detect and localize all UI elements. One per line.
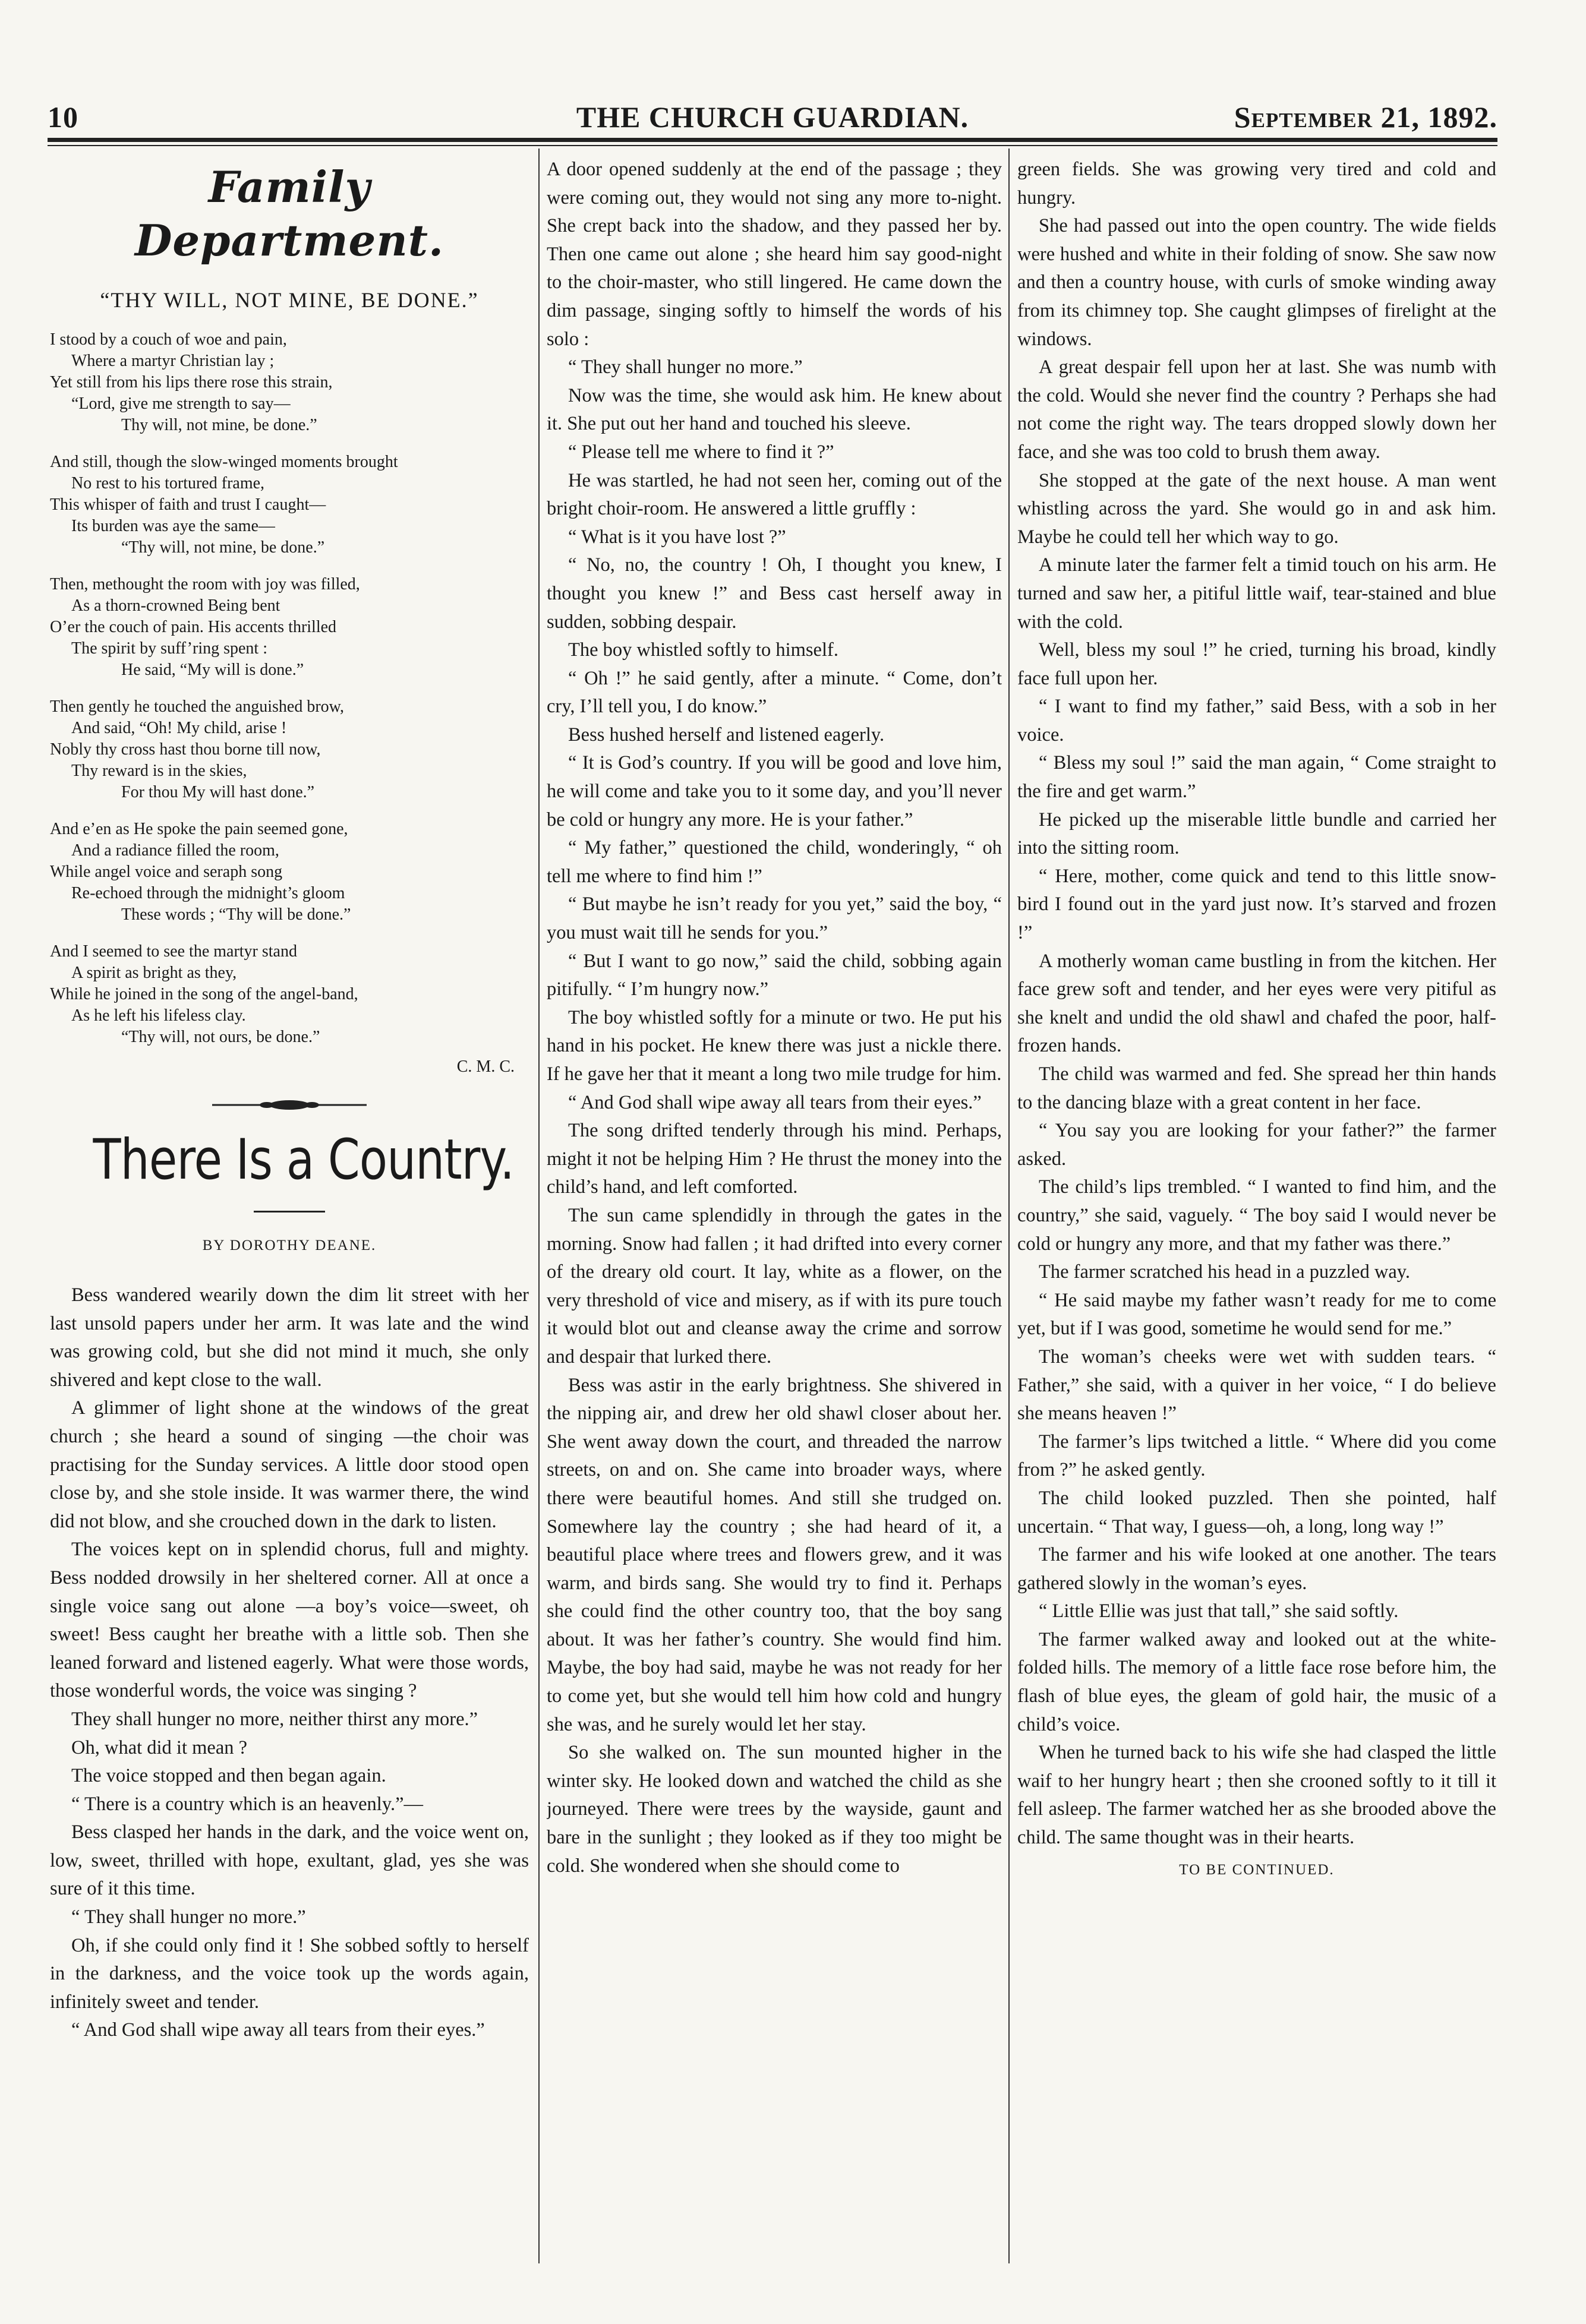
- story-paragraph: A glimmer of light shone at the windows of the great church ; she heard a sound of singing —the choir was practising for the Sunday services. A little door stood open close by, and she stole inside. It was warmer there, the wind did not blow, and she crouched down in the dark to listen.: [50, 1397, 529, 1532]
- story-paragraph: “ But maybe he isn’t ready for you yet,” said the boy, “ you must wait till he sends for you.”: [547, 893, 1002, 944]
- story-paragraph: “ My father,” questioned the child, wonderingly, “ oh tell me where to find him !”: [547, 837, 1002, 887]
- poem-line: A spirit as bright as they,: [71, 964, 237, 982]
- story-paragraph: “ And God shall wipe away all tears from their eyes.”: [568, 1091, 982, 1113]
- story-body-part-1: [50, 1281, 529, 2045]
- story-paragraph: The boy whistled softly to himself.: [568, 639, 838, 661]
- poem-line: “Lord, give me strength to say—: [71, 394, 291, 413]
- poem-line: As a thorn-crowned Being bent: [71, 596, 280, 615]
- story-paragraph: “ Little Ellie was just that tall,” she said softly.: [1039, 1600, 1399, 1622]
- story-paragraph: The boy whistled softly for a minute or two. He put his hand in his pocket. He knew there was just a nickle there. If he gave her that it meant a long two mile trudge for him.: [547, 1006, 1002, 1085]
- story-paragraph: When he turned back to his wife she had clasped the little waif to her hungry heart ; then she crooned softly to it till it fell asleep. The farmer watched her as she brooded above the child. The same thought was in their hearts.: [1017, 1742, 1496, 1849]
- poem-stanza: [50, 696, 529, 803]
- story-paragraph: The farmer scratched his head in a puzzled way.: [1039, 1261, 1411, 1283]
- story-paragraph: A door opened suddenly at the end of the passage ; they were coming out, they would not sing any more to-night. She crept back into the shadow, and they passed her by. Then one came out alone ; she heard him say good-night to the choir-master, who still lingered. He came down the dim passage, singing softly to himself the words of his solo :: [547, 159, 1002, 350]
- poem-line: “Thy will, not mine, be done.”: [121, 538, 325, 557]
- story-paragraph: The child was warmed and fed. She spread her thin hands to the dancing blaze with a great content in her face.: [1017, 1063, 1496, 1113]
- story-paragraph: “ They shall hunger no more.”: [568, 356, 803, 378]
- poem-title: “THY WILL, NOT MINE, BE DONE.”: [100, 288, 479, 312]
- story-paragraph: She had passed out into the open country. The wide fields were hushed and white in their folding of snow. She saw now and then a country house, with curls of smoke winding away from its chimney top. She caught glimpses of firelight at the windows.: [1017, 215, 1496, 350]
- poem-stanza: [50, 451, 529, 558]
- title-rule: [254, 1211, 325, 1212]
- story-paragraph: “ Please tell me where to find it ?”: [568, 441, 834, 463]
- story-paragraph: “ No, no, the country ! Oh, I thought you knew, I thought you knew !” and Bess cast herself away in sudden, sobbing despair.: [547, 554, 1002, 633]
- poem-stanza: [50, 329, 529, 436]
- story-paragraph: A minute later the farmer felt a timid touch on his arm. He turned and saw her, a pitiful little waif, tear-stained and blue with the cold.: [1017, 554, 1496, 633]
- poem-line: The spirit by suff’ring spent :: [71, 639, 267, 658]
- column-divider: [538, 149, 540, 2263]
- divider-ornament-icon: [200, 1099, 379, 1111]
- story-paragraph: The farmer’s lips twitched a little. “ Where did you come from ?” he asked gently.: [1017, 1431, 1496, 1481]
- story-paragraph: He picked up the miserable little bundle and carried her into the sitting room.: [1017, 809, 1496, 859]
- story-paragraph: “ But I want to go now,” said the child, sobbing again pitifully. “ I’m hungry now.”: [547, 950, 1002, 1000]
- story-paragraph: Bess wandered wearily down the dim lit street with her last unsold papers under her arm. It was late and the wind was growing cold, but she did not mind it much, she only shivered and kept close to the wall.: [50, 1284, 529, 1391]
- story-paragraph: “ There is a country which is an heavenly.”—: [71, 1793, 424, 1815]
- poem-line: Thy reward is in the skies,: [71, 762, 247, 780]
- story-paragraph: The child’s lips trembled. “ I wanted to find him, and the country,” she said, vaguely. “ The boy said I would never be cold or hungry any more, and that my father was there.”: [1017, 1176, 1496, 1255]
- story-paragraph: They shall hunger no more, neither thirst any more.”: [71, 1708, 478, 1730]
- poem-line: Its burden was aye the same—: [71, 517, 275, 535]
- column-2: [547, 156, 1002, 2271]
- poem-line: Then, methought the room with joy was filled,: [50, 575, 360, 593]
- column-divider: [1008, 149, 1010, 2263]
- story-paragraph: Bess was astir in the early brightness. She shivered in the nipping air, and drew her old shawl closer about her. She went away down the court, and threaded the narrow streets, on and on. She came into broader ways, where there were beautiful homes. And still she trudged on. Somewhere lay the country ; she had heard of it, a beautiful place where trees and flowers grew, and it was warm, and birds sang. She would try to find it. Perhaps she could find the other country too, that the boy sang about. It was her father’s country. She would find him. Maybe, the boy had said, maybe he was not ready for her to come yet, but she would tell him how cold and hungry she was, and he surely would let her stay.: [547, 1374, 1002, 1735]
- poem-stanza: [50, 941, 529, 1048]
- poem-line: “Thy will, not ours, be done.”: [121, 1028, 320, 1046]
- story-paragraph: The sun came splendidly in through the gates in the morning. Snow had fallen ; it had drifted into every corner of the dreary old court. It lay, white as a flower, on the very threshold of vice and misery, as if with its pure touch it would blot out and cleanse away the crime and sorrow and despair that lurked there.: [547, 1204, 1002, 1368]
- poem-line: For thou My will hast done.”: [121, 783, 315, 801]
- story-paragraph: “ You say you are looking for your father?” the farmer asked.: [1017, 1120, 1496, 1170]
- poem-line: O’er the couch of pain. His accents thrilled: [50, 618, 337, 636]
- issue-date: September 21, 1892.: [1234, 100, 1497, 134]
- story-paragraph: The woman’s cheeks were wet with sudden tears. “ Father,” she said, with a quiver in her voice, “ I do believe she means heaven !”: [1017, 1346, 1496, 1425]
- poem-line: Yet still from his lips there rose this strain,: [50, 373, 333, 391]
- poem-line: As he left his lifeless clay.: [71, 1006, 246, 1025]
- poem-line: And still, though the slow-winged moments brought: [50, 453, 398, 471]
- poem-line: And said, “Oh! My child, arise !: [71, 719, 287, 737]
- poem-line: No rest to his tortured frame,: [71, 474, 265, 492]
- department-title: Family Department.: [134, 162, 444, 266]
- column-3: [1017, 156, 1496, 2271]
- poem-stanza: [50, 574, 529, 681]
- story-body-part-3: [1017, 156, 1496, 1852]
- story-paragraph: The farmer and his wife looked at one another. The tears gathered slowly in the woman’s eyes.: [1017, 1544, 1496, 1594]
- story-paragraph: He was startled, he had not seen her, coming out of the bright choir-room. He answered a little gruffly :: [547, 469, 1002, 520]
- story-paragraph: She stopped at the gate of the next house. A man went whistling across the yard. She would go in and ask him. Maybe he could tell her which way to go.: [1017, 469, 1496, 548]
- story-paragraph: Oh, what did it mean ?: [71, 1736, 248, 1758]
- story-paragraph: A great despair fell upon her at last. She was numb with the cold. Would she never find the country ? Perhaps she had not come the right way. The tears dropped slowly down her face, and she was too cold to brush them away.: [1017, 356, 1496, 463]
- to-be-continued: TO BE CONTINUED.: [1179, 1861, 1335, 1878]
- story-paragraph: “ Oh !” he said gently, after a minute. “ Come, don’t cry, I’ll tell you, I do know.”: [547, 667, 1002, 718]
- story-paragraph: “ And God shall wipe away all tears from their eyes.”: [71, 2019, 485, 2041]
- masthead: [48, 89, 1497, 137]
- poem-line: I stood by a couch of woe and pain,: [50, 330, 287, 349]
- story-paragraph: A motherly woman came bustling in from the kitchen. Her face grew soft and tender, and her eyes were very pitiful as she knelt and undid the old shawl and chafed the poor, half-frozen hands.: [1017, 950, 1496, 1057]
- paper-title: THE CHURCH GUARDIAN.: [576, 100, 969, 134]
- story-paragraph: The song drifted tenderly through his mind. Perhaps, might it not be helping Him ? He thrust the money into the child’s hand, and left comforted.: [547, 1120, 1002, 1198]
- poem: [50, 329, 529, 1048]
- story-paragraph: “ Here, mother, come quick and tend to this little snow-bird I found out in the yard just now. It’s starved and frozen !”: [1017, 865, 1496, 944]
- story-paragraph: “ Bless my soul !” said the man again, “ Come straight to the fire and get warm.”: [1017, 752, 1496, 803]
- poem-signature: C. M. C.: [456, 1057, 515, 1076]
- poem-line: Nobly thy cross hast thou borne till now,: [50, 740, 321, 759]
- byline: BY DOROTHY DEANE.: [202, 1237, 377, 1253]
- page-number: 10: [48, 100, 78, 134]
- story-paragraph: The voices kept on in splendid chorus, full and mighty. Bess nodded drowsily in her sheltered corner. All at once a single voice sang out alone —a boy’s voice—sweet, oh sweet! Bess caught her breathe with a little sob. Then she leaned forward and listened eagerly. What were those words, those wonderful words, the voice was singing ?: [50, 1539, 529, 1702]
- poem-line: And I seemed to see the martyr stand: [50, 942, 297, 961]
- story-paragraph: “ It is God’s country. If you will be good and love him, he will come and take you to it some day, and you’ll never be cold or hungry any more. He is your father.”: [547, 752, 1002, 831]
- poem-line: Thy will, not mine, be done.”: [121, 416, 317, 434]
- story-paragraph: The child looked puzzled. Then she pointed, half uncertain. “ That way, I guess—oh, a long, long way !”: [1017, 1487, 1496, 1537]
- story-paragraph: Now was the time, she would ask him. He knew about it. She put out her hand and touched his sleeve.: [547, 384, 1002, 435]
- story-paragraph: The farmer walked away and looked out at the white-folded hills. The memory of a little face rose before him, the flash of blue eyes, the gleam of gold hair, the music of a child’s voice.: [1017, 1628, 1496, 1735]
- story-paragraph: green fields. She was growing very tired and cold and hungry.: [1017, 159, 1496, 209]
- column-1: [50, 156, 529, 2271]
- poem-line: And a radiance filled the room,: [71, 841, 279, 860]
- story-paragraph: “ He said maybe my father wasn’t ready for me to come yet, but if I was good, sometime he would send for me.”: [1017, 1289, 1496, 1340]
- story-paragraph: “ They shall hunger no more.”: [71, 1906, 306, 1928]
- poem-line: While angel voice and seraph song: [50, 863, 283, 881]
- story-body-part-2: [547, 156, 1002, 1880]
- story-paragraph: “ What is it you have lost ?”: [568, 526, 786, 548]
- poem-line: This whisper of faith and trust I caught—: [50, 495, 326, 514]
- poem-line: These words ; “Thy will be done.”: [121, 905, 351, 924]
- story-paragraph: “ I want to find my father,” said Bess, with a sob in her voice.: [1017, 696, 1496, 746]
- story-paragraph: Well, bless my soul !” he cried, turning his broad, kindly face full upon her.: [1017, 639, 1496, 689]
- story-paragraph: Bess hushed herself and listened eagerly.: [568, 724, 885, 746]
- masthead-rule: [48, 138, 1497, 142]
- story-paragraph: So she walked on. The sun mounted higher in the winter sky. He looked down and watched the child as she journeyed. There were trees by the wayside, gaunt and bare in the sunlight ; they looked as if they too might be cold. She wondered when she should come to: [547, 1742, 1002, 1877]
- story-paragraph: The voice stopped and then began again.: [71, 1765, 386, 1787]
- poem-line: Re-echoed through the midnight’s gloom: [71, 884, 345, 902]
- poem-line: Where a martyr Christian lay ;: [71, 352, 275, 370]
- story-paragraph: Bess clasped her hands in the dark, and the voice went on, low, sweet, thrilled with hope, exultant, glad, yes she was sure of it this time.: [50, 1821, 529, 1900]
- story-paragraph: Oh, if she could only find it ! She sobbed softly to herself in the darkness, and the voice took up the words again, infinitely sweet and tender.: [50, 1934, 529, 2013]
- poem-line: Then gently he touched the anguished brow,: [50, 697, 345, 716]
- poem-line: And e’en as He spoke the pain seemed gone,: [50, 820, 348, 838]
- story-title: There Is a Country.: [93, 1128, 515, 1192]
- poem-line: He said, “My will is done.”: [121, 661, 304, 679]
- masthead-rule-thin: [48, 145, 1497, 146]
- poem-line: While he joined in the song of the angel-band,: [50, 985, 358, 1003]
- poem-stanza: [50, 819, 529, 926]
